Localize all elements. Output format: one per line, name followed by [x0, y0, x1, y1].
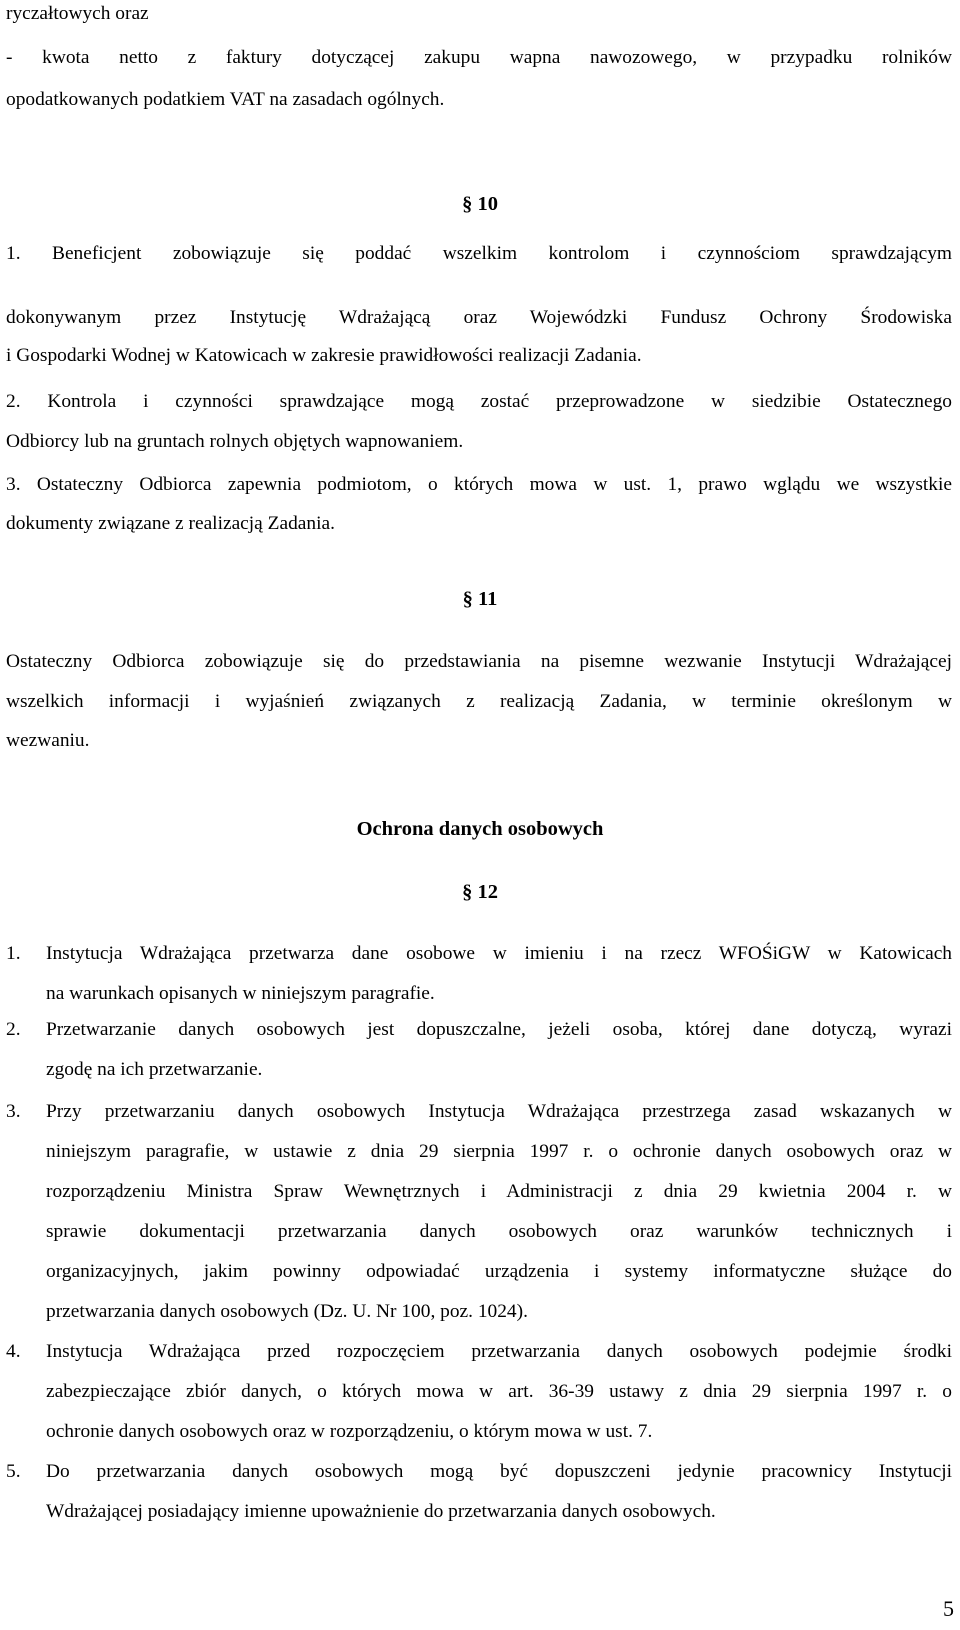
- text-line: dokumenty związane z realizacją Zadania.: [6, 513, 335, 534]
- list-item-line: Do przetwarzania danych osobowych mogą być dopuszczeni jedynie pracownicy Instytucji: [46, 1461, 952, 1482]
- list-number: 2.: [6, 1019, 21, 1040]
- section-heading-10: § 10: [462, 193, 498, 215]
- list-number: 5.: [6, 1461, 21, 1482]
- section-heading-12: § 12: [462, 881, 498, 903]
- list-item-line: Instytucja Wdrażająca przetwarza dane osobowe w imieniu i na rzecz WFOŚiGW w Katowicach: [46, 943, 952, 964]
- list-item-line: ochronie danych osobowych oraz w rozporządzeniu, o którym mowa w ust. 7.: [46, 1421, 653, 1442]
- text-line: Odbiorcy lub na gruntach rolnych objętych wapnowaniem.: [6, 431, 464, 452]
- section-title: Ochrona danych osobowych: [356, 818, 604, 840]
- list-item-line: Wdrażającej posiadający imienne upoważnienie do przetwarzania danych osobowych.: [46, 1501, 716, 1522]
- list-item-line: sprawie dokumentacji przetwarzania danych osobowych oraz warunków technicznych i: [46, 1221, 952, 1242]
- text-line: 3. Ostateczny Odbiorca zapewnia podmiotom, o których mowa w ust. 1, prawo wglądu we wszystkie: [6, 474, 952, 495]
- page-number: 5: [943, 1596, 954, 1621]
- text-line: i Gospodarki Wodnej w Katowicach w zakresie prawidłowości realizacji Zadania.: [6, 345, 642, 366]
- text-line: 2. Kontrola i czynności sprawdzające mogą zostać przeprowadzone w siedzibie Ostatecznego: [6, 391, 952, 412]
- list-item-line: Przy przetwarzaniu danych osobowych Instytucja Wdrażająca przestrzega zasad wskazanych w: [46, 1101, 952, 1122]
- list-item-line: przetwarzania danych osobowych (Dz. U. Nr 100, poz. 1024).: [46, 1301, 528, 1322]
- list-item-line: Instytucja Wdrażająca przed rozpoczęciem przetwarzania danych osobowych podejmie środki: [46, 1341, 952, 1362]
- text-line: dokonywanym przez Instytucję Wdrażającą oraz Wojewódzki Fundusz Ochrony Środowiska: [6, 307, 952, 328]
- text-line: 1. Beneficjent zobowiązuje się poddać wszelkim kontrolom i czynnościom sprawdzającym: [6, 243, 952, 264]
- section-heading-11: § 11: [462, 588, 498, 610]
- text-line: wszelkich informacji i wyjaśnień związanych z realizacją Zadania, w terminie określonym w: [6, 691, 952, 712]
- list-number: 1.: [6, 943, 21, 964]
- text-line: opodatkowanych podatkiem VAT na zasadach ogólnych.: [6, 89, 445, 110]
- list-number: 3.: [6, 1101, 21, 1122]
- text-line: Ostateczny Odbiorca zobowiązuje się do przedstawiania na pisemne wezwanie Instytucji Wdrażającej: [6, 651, 952, 672]
- list-item-line: zgodę na ich przetwarzanie.: [46, 1059, 263, 1080]
- list-number: 4.: [6, 1341, 21, 1362]
- list-item-line: rozporządzeniu Ministra Spraw Wewnętrznych i Administracji z dnia 29 kwietnia 2004 r. w: [46, 1181, 952, 1202]
- text-line: wezwaniu.: [6, 730, 90, 751]
- list-item-line: na warunkach opisanych w niniejszym paragrafie.: [46, 983, 435, 1004]
- list-item-line: niniejszym paragrafie, w ustawie z dnia 29 sierpnia 1997 r. o ochronie danych osobowych oraz w: [46, 1141, 952, 1162]
- list-item-line: organizacyjnych, jakim powinny odpowiadać urządzenia i systemy informatyczne służące do: [46, 1261, 952, 1282]
- text-line: ryczałtowych oraz: [6, 3, 149, 24]
- list-item-line: Przetwarzanie danych osobowych jest dopuszczalne, jeżeli osoba, której dane dotyczą, wyrazi: [46, 1019, 952, 1040]
- text-line: - kwota netto z faktury dotyczącej zakupu wapna nawozowego, w przypadku rolników: [6, 47, 952, 68]
- list-item-line: zabezpieczające zbiór danych, o których mowa w art. 36-39 ustawy z dnia 29 sierpnia 1997 r. o: [46, 1381, 952, 1402]
